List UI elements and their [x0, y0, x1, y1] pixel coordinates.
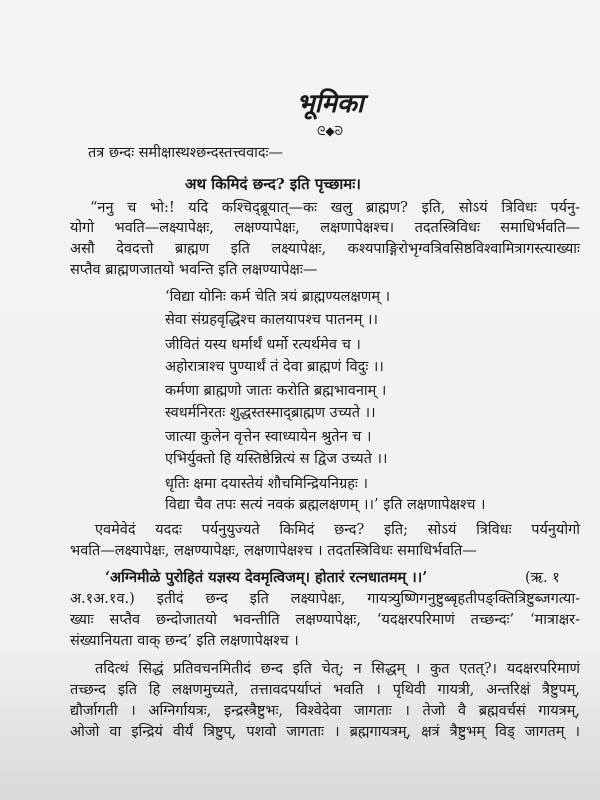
para1-line: “ननु च भो:! यदि कश्चिद्ब्रूयात्—कः खलु ब्राह्मण? इति, सोऽयं त्रिविधः पर्यनु-	[90, 200, 580, 216]
verse-line: अहोरात्राश्च पुण्यार्थं तं देवा ब्राह्मणं विदुः ।।	[165, 359, 384, 375]
section-question: अथ किमिदं छन्द? इति पृच्छामः।	[185, 175, 361, 193]
verse-line: धृतिः क्षमा दयास्तेयं शौचमिन्द्रियनिग्रहः ।	[165, 476, 369, 492]
reference: (ऋ. १	[525, 570, 560, 586]
para1-line: योगो भवति—लक्ष्यापेक्षः, लक्षण्यापेक्षः, लक्षणापेक्षश्च। तदतस्त्रिविधः समाधिर्भवति—	[70, 220, 580, 236]
para4-line: द्यौर्जागती । अग्निर्गायत्रः, इन्द्रस्त्रैष्टुभः, विश्वेदेवा जागताः । तेजो वै ब्रह्मवर्चसं गायत्रम्,	[70, 703, 580, 719]
para4-line: ओजो वा इन्द्रियं वीर्यं त्रिष्टुप्, पशवो जागताः । ब्रह्मगायत्रम्, क्षत्रं त्रैष्टुभम् विड् जागतम् ।	[70, 724, 580, 740]
para2-line: भवति—लक्ष्यापेक्षः, लक्षण्यापेक्षः, लक्षणापेक्षश्च । तदतस्त्रिविधः समाधिर्भवति—	[70, 543, 477, 559]
verse-line: स्वधर्मनिरतः शुद्धस्तस्माद्ब्राह्मण उच्यते ।।	[165, 405, 376, 421]
para1-line: असौ देवदत्तो ब्राह्मण इति लक्ष्यापेक्षः, कश्यपाङ्गिरोभृग्वत्रिवसिष्ठविश्वामित्रागस्त्याख्याः	[70, 241, 580, 257]
verse-line: जात्या कुलेन वृत्तेन स्वाध्यायेन श्रुतेन च ।	[165, 429, 372, 445]
verse-line: ‘विद्या योनिः कर्म चेति त्रयं ब्राह्मण्यलक्षणम् ।	[165, 289, 391, 305]
para1-line: सप्तैव ब्राह्मणजातयो भवन्ति इति लक्षण्यापेक्षः—	[70, 262, 318, 278]
intro-line: तत्र छन्दः समीक्षास्थश्छन्दस्तत्त्ववादः—	[88, 145, 284, 161]
verse-line: विद्या चैव तपः सत्यं नवकं ब्रह्मलक्षणम् ।।’ इति लक्षणापेक्षश्च ।	[165, 497, 486, 513]
para3-line: ख्याः सप्तैव छन्दोजातयो भवन्तीति लक्षण्यापेक्षः, ‘यदक्षरपरिमाणं तच्छन्दः’ ‘मात्राक्षर-	[70, 612, 580, 628]
verse-line: कर्मणा ब्राह्मणो जातः करोति ब्रह्मभावनाम् ।	[165, 383, 387, 399]
para3-line: संख्यानियता वाक् छन्द’ इति लक्षणापेक्षश्च ।	[70, 633, 299, 649]
verse-line: सेवा संग्रहवृद्धिश्च कालयापश्च पातनम् ।।	[165, 312, 378, 328]
rigveda-mantra: ‘अग्निमीळे पुरोहितं यज्ञस्य देवमृत्विजम्। होतारं रत्नधातमम् ।।’	[105, 569, 428, 586]
page-title: भूमिका	[296, 89, 364, 119]
verse-line: जीवितं यस्य धर्मार्थं धर्मो रत्यर्थमेव च ।	[165, 337, 361, 353]
para3-line: अ.१अ.१व.) इतीदं छन्द इति लक्ष्यापेक्षः, गायत्र्युष्णिगनुष्टुब्बृहतीपङ्क्तित्रिष्टुब्जगत्या-	[70, 591, 580, 607]
ornament-icon: ᘓ◆ᘐ	[316, 124, 344, 138]
para4-line: तच्छन्द इति हि लक्षणमुच्यते, तत्तावदपर्याप्तं भवति । पृथिवी गायत्री, अन्तरिक्षं त्रैष्टुपम्,	[70, 682, 580, 698]
para2-line: एवमेवेदं यददः पर्यनुयुज्यते किमिदं छन्द? इति; सोऽयं त्रिविधः पर्यनुयोगो	[95, 522, 580, 538]
para4-line: तदित्थं सिद्धं प्रतिवचनमितीदं छन्द इति चेत्; न सिद्धम् । कुत एतत्?। यदक्षरपरिमाणं	[95, 661, 580, 677]
verse-line: एभिर्युक्तो हि यस्तिष्ठेन्नित्यं स द्विज उच्यते ।।	[165, 451, 388, 467]
